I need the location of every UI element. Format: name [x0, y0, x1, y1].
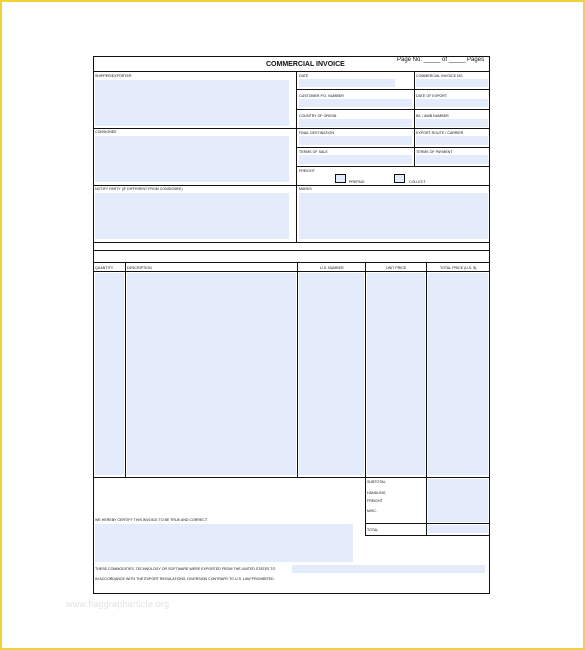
invoice-title: COMMERCIAL INVOICE — [266, 61, 345, 68]
band-bottom — [93, 262, 490, 263]
collect-label: COLLECT — [409, 180, 426, 184]
us-number-header: U.S. NUMBER — [320, 266, 344, 270]
terms-of-sale-field[interactable] — [299, 155, 412, 164]
unit-price-header: UNIT PRICE — [386, 266, 407, 270]
date-of-export-field[interactable] — [416, 99, 488, 107]
prepaid-checkbox[interactable] — [335, 174, 346, 183]
total-bottom-divider — [365, 535, 490, 536]
total-label: TOTAL — [367, 528, 379, 532]
signature-field[interactable] — [95, 524, 353, 562]
final-destination-label: FINAL DESTINATION — [299, 131, 334, 135]
customer-po-label: CUSTOMER P.O. NUMBER — [299, 94, 344, 98]
customer-po-field[interactable] — [299, 99, 412, 107]
commodities-label: THESE COMMODITIES, TECHNOLOGY OR SOFTWARE WERE EXPORTED FROM THE UNITED STATES TO — [95, 567, 276, 571]
export-route-field[interactable] — [416, 136, 488, 145]
totals-field[interactable] — [428, 479, 488, 522]
divider-consignee — [93, 185, 296, 186]
items-header-divider — [93, 271, 490, 272]
band-mid — [93, 250, 490, 251]
shipper-exporter-field[interactable] — [95, 80, 289, 126]
destination-country-field[interactable] — [292, 565, 485, 573]
commercial-invoice-no-label: COMMERCIAL INVOICE NO. — [416, 74, 464, 78]
freight-label: FREIGHT — [299, 169, 315, 173]
band-top — [93, 242, 490, 243]
final-destination-field[interactable] — [299, 136, 412, 145]
bl-awb-number-label: B/L / AWB NUMBER — [416, 114, 449, 118]
col-divider-1 — [125, 262, 126, 477]
divider-shipper — [93, 128, 296, 129]
unit-price-column-field[interactable] — [367, 273, 425, 475]
terms-of-payment-label: TERMS OF PAYMENT — [416, 150, 453, 154]
terms-of-sale-label: TERMS OF SALE — [299, 150, 328, 154]
regulations-label: IN ACCORDANCE WITH THE EXPORT REGULATIONS. DIVERSION CONTRARY TO U.S. LAW PROHIBITED. — [95, 577, 275, 581]
collect-checkbox[interactable] — [394, 174, 405, 183]
total-price-header: TOTAL PRICE (U.S. $) — [440, 266, 477, 270]
col-divider-2 — [297, 262, 298, 477]
watermark-text: www.flaggrapharticle.org — [66, 599, 170, 609]
top-section-divider — [296, 71, 297, 242]
shipper-exporter-label: SHIPPER/EXPORTER — [95, 74, 132, 78]
divider-row6 — [296, 185, 490, 186]
consignee-field[interactable] — [95, 136, 289, 182]
subtotal-label: SUBTOTAL — [367, 480, 386, 484]
handling-label: HANDLING — [367, 491, 386, 495]
items-bottom-divider — [93, 477, 490, 478]
certify-label: WE HEREBY CERTIFY THIS INVOICE TO BE TRUE AND CORRECT — [95, 518, 208, 522]
date-of-export-label: DATE OF EXPORT — [416, 94, 448, 98]
date-field[interactable] — [299, 79, 395, 87]
divider-row5 — [296, 166, 490, 167]
marks-label: MARKS — [299, 187, 312, 191]
total-divider — [365, 523, 490, 524]
freight-row-label: FREIGHT — [367, 499, 383, 503]
right-grid-divider — [414, 71, 415, 166]
country-of-origin-label: COUNTRY OF ORIGIN — [299, 114, 337, 118]
total-price-column-field[interactable] — [428, 273, 488, 475]
prepaid-label: PREPAID — [349, 180, 365, 184]
divider-row2 — [296, 109, 490, 110]
quantity-column-field[interactable] — [95, 273, 124, 475]
col-divider-4 — [426, 262, 427, 535]
marks-field[interactable] — [299, 193, 488, 239]
bl-awb-number-field[interactable] — [416, 119, 488, 127]
terms-of-payment-field[interactable] — [416, 155, 488, 164]
country-of-origin-field[interactable] — [299, 119, 412, 127]
misc-label: MISC. — [367, 509, 377, 513]
export-route-label: EXPORT ROUTE / CARRIER — [416, 131, 464, 135]
divider-row1 — [296, 89, 490, 90]
notify-party-label: NOTIFY PARTY (IF DIFFERENT FROM CONSIGNEE) — [95, 187, 183, 191]
description-column-field[interactable] — [127, 273, 296, 475]
divider-row4 — [296, 147, 490, 148]
description-header: DESCRIPTION — [127, 266, 152, 270]
page-number-label: Page No. _____ of _____ Pages — [397, 57, 485, 63]
commercial-invoice-no-field[interactable] — [416, 79, 488, 87]
total-field[interactable] — [428, 525, 488, 533]
quantity-header: QUANTITY — [95, 266, 114, 270]
consignee-label: CONSIGNEE — [95, 130, 117, 134]
col-divider-3 — [365, 262, 366, 535]
date-label: DATE — [299, 74, 309, 78]
us-number-column-field[interactable] — [299, 273, 364, 475]
title-row-divider — [93, 71, 490, 72]
divider-row3 — [296, 128, 490, 129]
notify-party-field[interactable] — [95, 193, 289, 239]
